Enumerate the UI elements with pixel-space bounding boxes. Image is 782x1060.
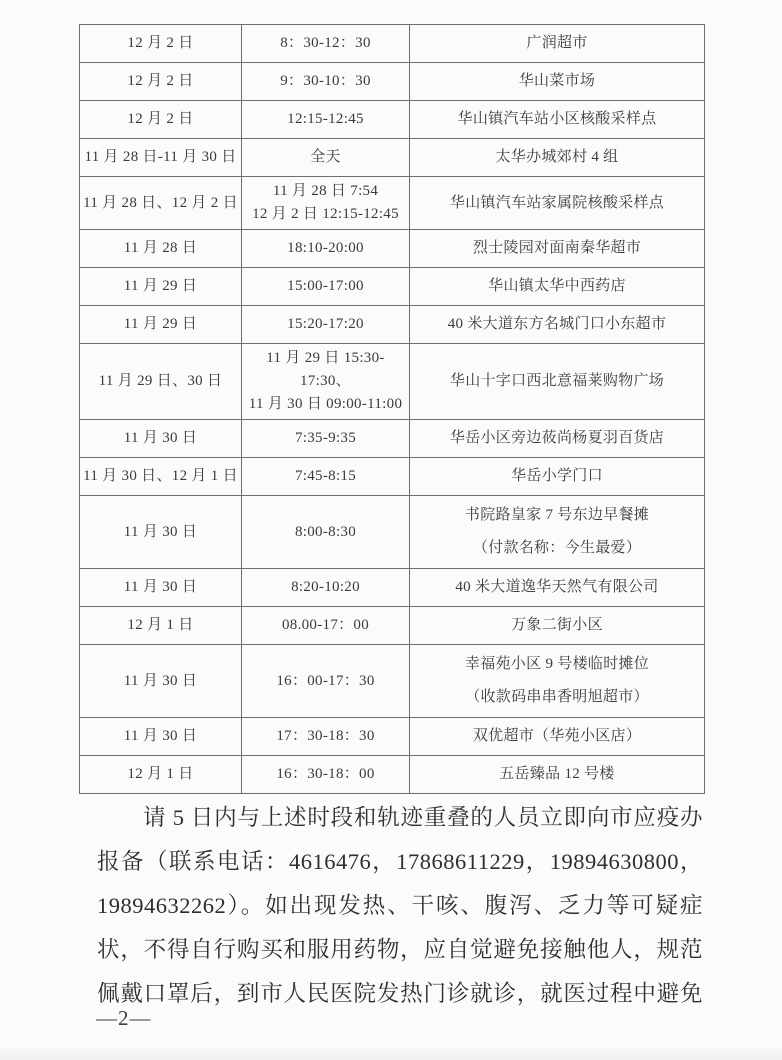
date-cell: [80, 139, 242, 177]
table-row: [80, 139, 705, 177]
time-cell: [242, 63, 410, 101]
location-cell-line: 华山镇汽车站小区核酸采样点: [457, 111, 657, 127]
time-cell: [242, 645, 410, 718]
location-cell: [410, 306, 705, 344]
date-cell: [80, 230, 242, 268]
location-cell-line: 华山镇汽车站家属院核酸采样点: [449, 194, 665, 211]
location-cell-line: 40 米大道东方名城门口小东超市: [447, 316, 667, 332]
time-cell: [242, 718, 410, 756]
table-row: [80, 756, 705, 794]
date-cell-line: 11 月 28 日、12 月 2 日: [83, 194, 238, 211]
time-cell-line: 16：00-17：30: [276, 672, 375, 689]
time-cell-line: 7:35-9:35: [294, 430, 357, 446]
time-cell: [242, 230, 410, 268]
table-row: [80, 645, 705, 718]
date-cell: [80, 101, 242, 139]
time-cell-line: 18:10-20:00: [287, 240, 364, 256]
date-cell-line: 12 月 1 日: [127, 617, 194, 633]
table-row: [80, 63, 705, 101]
location-cell-line: 华山菜市场: [518, 73, 596, 89]
location-cell: [410, 458, 705, 496]
date-cell: [80, 344, 242, 420]
time-cell: [242, 268, 410, 306]
time-cell-line: 12:15-12:45: [287, 111, 364, 127]
date-cell: [80, 306, 242, 344]
table-row: [80, 607, 705, 645]
date-cell: [80, 569, 242, 607]
time-cell: [242, 756, 410, 794]
date-cell-line: 12 月 2 日: [127, 111, 194, 127]
location-cell: [410, 496, 705, 569]
date-cell-line: 11 月 29 日: [123, 278, 198, 294]
location-cell-line: 华岳小学门口: [511, 468, 603, 484]
location-cell-line: 太华办城郊村 4 组: [495, 149, 619, 165]
date-cell-line: 11 月 30 日: [123, 430, 198, 446]
table-row: [80, 25, 705, 63]
date-cell-line: 11 月 28 日-11 月 30 日: [84, 149, 237, 165]
paragraph-line: 19894632262）。如出现发热、干咳、腹泻、乏力等可疑症: [97, 893, 703, 918]
paragraph-line: 佩戴口罩后，到市人民医院发热门诊就诊，就医过程中避免: [97, 981, 703, 1006]
time-cell: [242, 569, 410, 607]
date-cell-line: 12 月 1 日: [127, 766, 194, 782]
time-cell-line: 16：30-18：00: [276, 766, 375, 782]
location-cell: [410, 420, 705, 458]
date-cell-line: 12 月 2 日: [127, 73, 194, 89]
table-row: [80, 718, 705, 756]
time-cell-line: 7:45-8:15: [294, 468, 357, 484]
paragraph-line: 状，不得自行购买和服用药物，应自觉避免接触他人，规范: [97, 937, 703, 962]
location-cell: [410, 344, 705, 420]
time-cell-line: 8：30-12：30: [280, 35, 371, 51]
location-cell: [410, 756, 705, 794]
location-cell: [410, 569, 705, 607]
date-cell: [80, 63, 242, 101]
location-cell: [410, 139, 705, 177]
location-cell: [410, 177, 705, 230]
location-cell: [410, 645, 705, 718]
time-cell-line: 15:00-17:00: [287, 278, 364, 294]
time-cell-line: 全天: [310, 149, 341, 165]
date-cell: [80, 420, 242, 458]
location-cell-line: 五岳臻品 12 号楼: [499, 766, 615, 782]
time-cell-line: 12 月 2 日 12:15-12:45: [252, 206, 399, 222]
location-cell-line: 华山镇太华中西药店: [488, 278, 626, 294]
time-cell-line: 8:00-8:30: [294, 523, 357, 540]
date-cell-line: 11 月 29 日、30 日: [98, 373, 223, 389]
location-cell-line: 幸福苑小区 9 号楼临时摊位: [464, 656, 650, 672]
time-cell: [242, 420, 410, 458]
time-cell-line: 17：30-18：30: [276, 728, 375, 744]
location-cell-line: （付款名称：今生最爱）: [472, 540, 642, 556]
location-cell: [410, 63, 705, 101]
date-cell-line: 11 月 29 日: [123, 316, 198, 332]
date-cell: [80, 25, 242, 63]
location-cell-line: （收款码串串香明旭超市）: [465, 689, 649, 705]
table-row: [80, 268, 705, 306]
time-cell-line: 15:20-17:20: [287, 316, 364, 332]
time-cell-line: 9：30-10：30: [280, 73, 371, 89]
location-cell: [410, 230, 705, 268]
page-number: —2—: [96, 1006, 152, 1030]
time-cell: [242, 177, 410, 230]
table-row: [80, 177, 705, 230]
location-cell-line: 华岳小区旁边莜尚杨夏羽百货店: [449, 430, 665, 446]
location-cell-line: 万象二街小区: [511, 617, 603, 633]
location-cell-line: 广润超市: [526, 35, 588, 51]
date-cell: [80, 177, 242, 230]
notice-paragraph: [97, 796, 703, 1016]
time-cell: [242, 139, 410, 177]
location-cell-line: 双优超市（华苑小区店）: [472, 728, 642, 744]
date-cell: [80, 718, 242, 756]
table-row: [80, 344, 705, 420]
location-cell: [410, 718, 705, 756]
date-cell-line: 11 月 30 日: [123, 672, 198, 689]
time-cell-line: 11 月 30 日 09:00-11:00: [248, 396, 403, 412]
location-cell-line: 40 米大道逸华天然气有限公司: [455, 579, 659, 595]
time-cell: [242, 344, 410, 420]
time-cell: [242, 607, 410, 645]
date-cell-line: 11 月 30 日: [123, 523, 198, 540]
date-cell: [80, 458, 242, 496]
table-row: [80, 420, 705, 458]
date-cell: [80, 268, 242, 306]
location-cell-line: 烈士陵园对面南秦华超市: [472, 240, 642, 256]
location-cell: [410, 268, 705, 306]
time-cell-line: 11 月 28 日 7:54: [272, 183, 379, 199]
time-cell-line: 11 月 29 日 15:30-17:30、: [266, 350, 385, 389]
date-cell-line: 12 月 2 日: [127, 35, 194, 51]
table-row: [80, 230, 705, 268]
date-cell: [80, 756, 242, 794]
location-cell: [410, 607, 705, 645]
location-cell: [410, 101, 705, 139]
date-cell-line: 11 月 30 日: [123, 579, 198, 595]
table-row: [80, 569, 705, 607]
time-cell: [242, 25, 410, 63]
time-cell: [242, 496, 410, 569]
table-row: [80, 496, 705, 569]
time-cell: [242, 306, 410, 344]
date-cell: [80, 607, 242, 645]
paragraph-line: 报备（联系电话：4616476，17868611229，19894630800，: [97, 849, 703, 874]
date-cell: [80, 496, 242, 569]
location-cell-line: 书院路皇家 7 号东边早餐摊: [464, 507, 650, 523]
time-cell-line: 08.00-17：00: [281, 617, 370, 633]
table-row: [80, 101, 705, 139]
time-cell: [242, 458, 410, 496]
date-cell-line: 11 月 30 日、12 月 1 日: [83, 468, 238, 484]
location-cell: [410, 25, 705, 63]
date-cell-line: 11 月 30 日: [123, 728, 198, 744]
table-row: [80, 458, 705, 496]
location-cell-line: 华山十字口西北意福莱购物广场: [449, 373, 665, 389]
date-cell: [80, 645, 242, 718]
schedule-table: [79, 24, 705, 794]
schedule-table-body: [80, 25, 705, 794]
time-cell-line: 8:20-10:20: [291, 579, 360, 595]
date-cell-line: 11 月 28 日: [123, 240, 198, 256]
table-row: [80, 306, 705, 344]
time-cell: [242, 101, 410, 139]
paragraph-line: 请 5 日内与上述时段和轨迹重叠的人员立即向市应疫办: [143, 805, 703, 830]
